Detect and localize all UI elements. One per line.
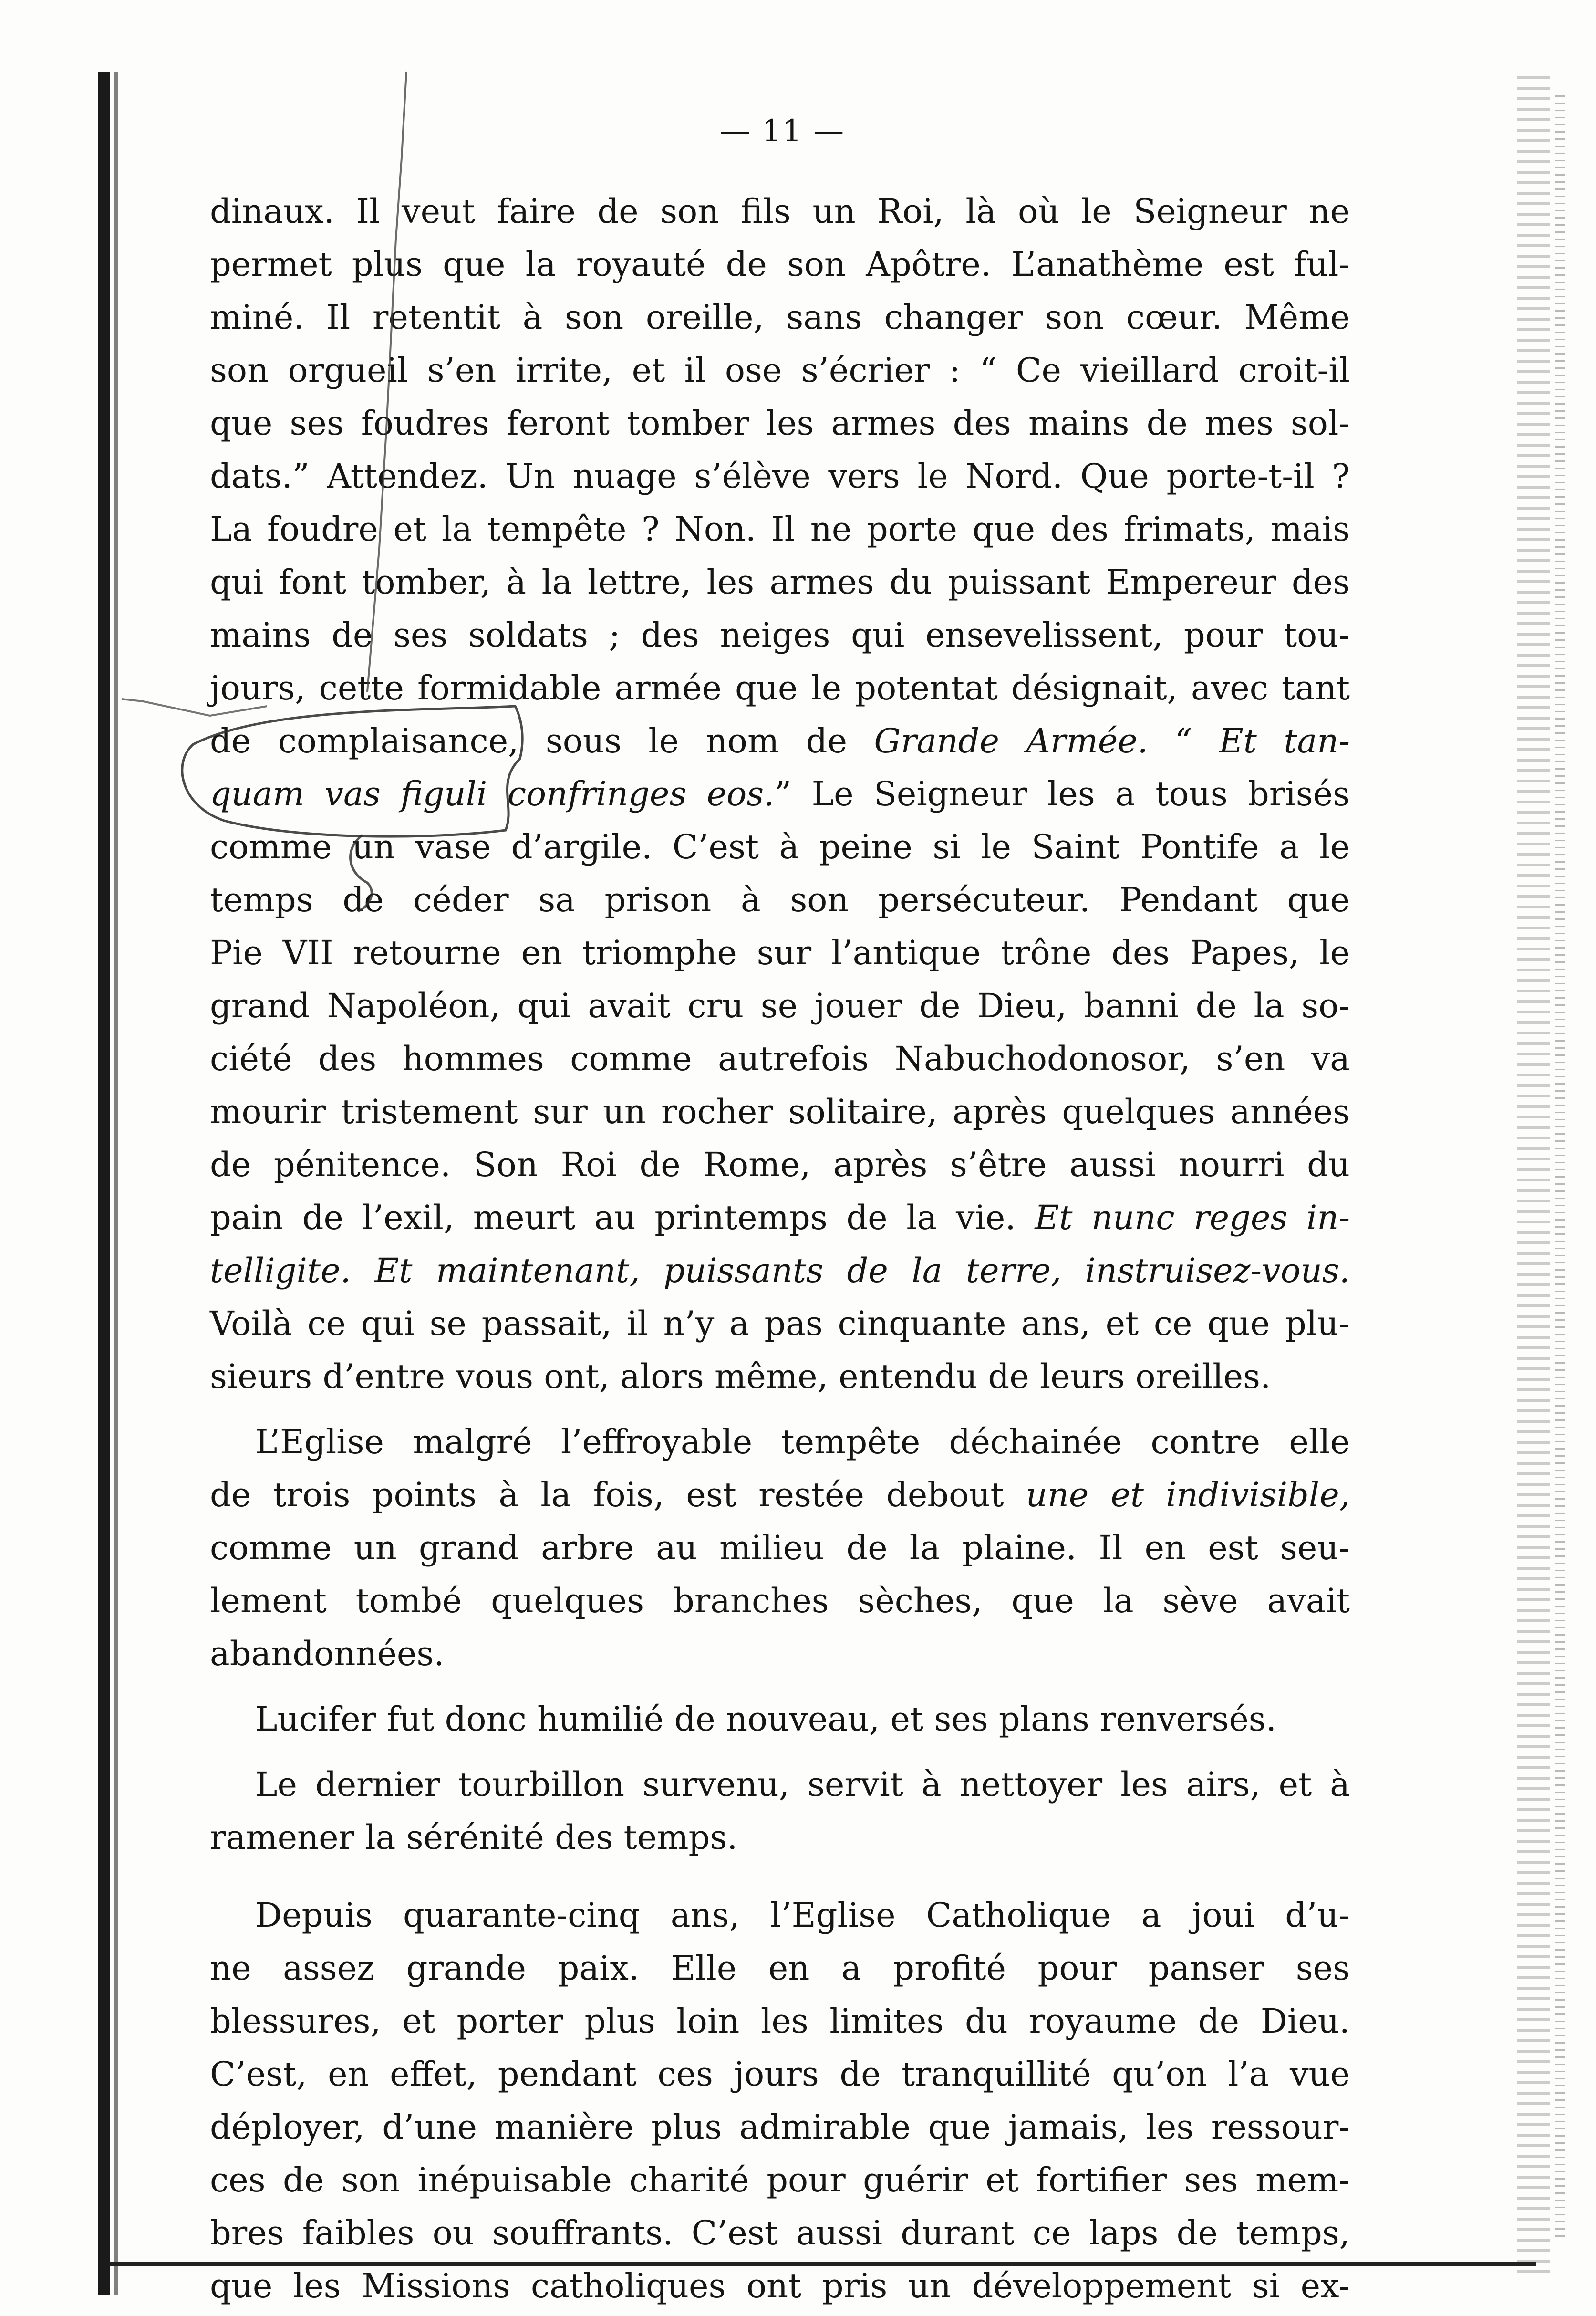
text-line: temps de céder sa prison à son persécuteur. Pendant que bbox=[210, 880, 1350, 919]
text-line: dats.” Attendez. Un nuage s’élève vers le Nord. Que porte-t-il ? bbox=[210, 457, 1350, 496]
paragraph-2 bbox=[210, 1416, 1350, 1680]
text-line: de pénitence. Son Roi de Rome, après s’être aussi nourri du bbox=[210, 1145, 1350, 1184]
text-line: mains de ses soldats ; des neiges qui ensevelissent, pour tou- bbox=[210, 616, 1350, 655]
text-line: Lucifer fut donc humilié de nouveau, et ses plans renversés. bbox=[255, 1700, 1276, 1739]
text-run: de complaisance, sous le nom de bbox=[210, 721, 874, 761]
text-line-mixed bbox=[210, 1469, 1350, 1522]
italic-run: Grande Armée. “ Et tan- bbox=[874, 721, 1350, 761]
text-run: de trois points à la fois, est restée debout bbox=[210, 1475, 1026, 1514]
text-run: ” Le Seigneur les a tous brisés bbox=[774, 774, 1350, 814]
italic-run: telligite. Et maintenant, puissants de la terre, instruisez-vous. bbox=[210, 1251, 1350, 1290]
binding-shadow-left-inner bbox=[114, 72, 118, 2295]
text-line: comme un grand arbre au milieu de la plaine. Il en est seu- bbox=[210, 1528, 1350, 1567]
text-line: blessures, et porter plus loin les limites du royaume de Dieu. bbox=[210, 2002, 1350, 2041]
text-line: comme un vase d’argile. C’est à peine si le Saint Pontife a le bbox=[210, 827, 1350, 866]
text-line: miné. Il retentit à son oreille, sans changer son cœur. Même bbox=[210, 298, 1350, 337]
scan-noise-right bbox=[1517, 76, 1550, 2281]
text-line: bres faibles ou souffrants. C’est aussi durant ce laps de temps, bbox=[210, 2213, 1350, 2253]
text-line: Le dernier tourbillon survenu, servit à nettoyer les airs, et à bbox=[255, 1765, 1350, 1804]
text-line: son orgueil s’en irrite, et il ose s’écrier : “ Ce vieillard croit-il bbox=[210, 351, 1350, 390]
paragraph-gap bbox=[210, 1403, 1350, 1416]
paragraph-gap bbox=[210, 1746, 1350, 1758]
page-number: — 11 — bbox=[719, 114, 845, 149]
text-line: sieurs d’entre vous ont, alors même, entendu de leurs oreilles. bbox=[210, 1357, 1271, 1396]
text-line: L’Eglise malgré l’effroyable tempête déchainée contre elle bbox=[255, 1422, 1350, 1461]
text-line: La foudre et la tempête ? Non. Il ne porte que des frimats, mais bbox=[210, 510, 1350, 549]
text-run: pain de l’exil, meurt au printemps de la vie. bbox=[210, 1198, 1035, 1237]
text-line: qui font tomber, à la lettre, les armes du puissant Empereur des bbox=[210, 563, 1350, 602]
paragraph-5 bbox=[210, 1889, 1350, 2313]
paragraph-gap bbox=[210, 1864, 1350, 1877]
body-text bbox=[210, 185, 1350, 2313]
text-line: jours, cette formidable armée que le potentat désignait, avec tant bbox=[210, 668, 1350, 708]
text-line: ces de son inépuisable charité pour guérir et fortifier ses mem- bbox=[210, 2160, 1350, 2200]
text-line bbox=[210, 768, 1350, 821]
text-line-mixed bbox=[210, 1191, 1350, 1244]
italic-run: quam vas figuli confringes eos. bbox=[210, 774, 775, 814]
text-line: ne assez grande paix. Elle en a profité pour panser ses bbox=[210, 1949, 1350, 1988]
text-line: ciété des hommes comme autrefois Nabuchodonosor, s’en va bbox=[210, 1039, 1350, 1078]
text-line: Depuis quarante-cinq ans, l’Eglise Catholique a joui d’u- bbox=[255, 1896, 1350, 1935]
text-line-mixed bbox=[210, 715, 1350, 768]
text-line: permet plus que la royauté de son Apôtre. L’anathème est ful- bbox=[210, 245, 1350, 284]
paragraph-1 bbox=[210, 185, 1350, 1403]
text-line: grand Napoléon, qui avait cru se jouer de Dieu, banni de la so- bbox=[210, 986, 1350, 1025]
text-line: mourir tristement sur un rocher solitaire, après quelques années bbox=[210, 1092, 1350, 1131]
paragraph-gap bbox=[210, 1877, 1350, 1889]
binding-shadow-left bbox=[98, 72, 110, 2295]
paragraph-4 bbox=[210, 1758, 1350, 1864]
paragraph-3 bbox=[210, 1693, 1350, 1746]
text-line: lement tombé quelques branches sèches, que la sève avait bbox=[210, 1581, 1350, 1620]
text-line: abandonnées. bbox=[210, 1634, 445, 1673]
italic-run: Et nunc reges in- bbox=[1035, 1198, 1350, 1237]
text-line: que les Missions catholiques ont pris un développement si ex- bbox=[210, 2266, 1350, 2306]
text-line: dinaux. Il veut faire de son fils un Roi, là où le Seigneur ne bbox=[210, 192, 1350, 231]
text-line: Voilà ce qui se passait, il n’y a pas cinquante ans, et ce que plu- bbox=[210, 1304, 1350, 1343]
text-line-italic bbox=[210, 1244, 1350, 1297]
paragraph-gap bbox=[210, 1680, 1350, 1693]
text-line: ramener la sérénité des temps. bbox=[210, 1818, 738, 1857]
text-line: C’est, en effet, pendant ces jours de tranquillité qu’on l’a vue bbox=[210, 2055, 1350, 2094]
text-line: déployer, d’une manière plus admirable que jamais, les ressour- bbox=[210, 2107, 1350, 2147]
text-line: que ses foudres feront tomber les armes des mains de mes sol- bbox=[210, 404, 1350, 443]
italic-run: une et indivisible, bbox=[1026, 1475, 1350, 1514]
text-line: Pie VII retourne en triomphe sur l’antique trône des Papes, le bbox=[210, 933, 1350, 972]
scan-noise-right-outer bbox=[1555, 95, 1565, 2243]
